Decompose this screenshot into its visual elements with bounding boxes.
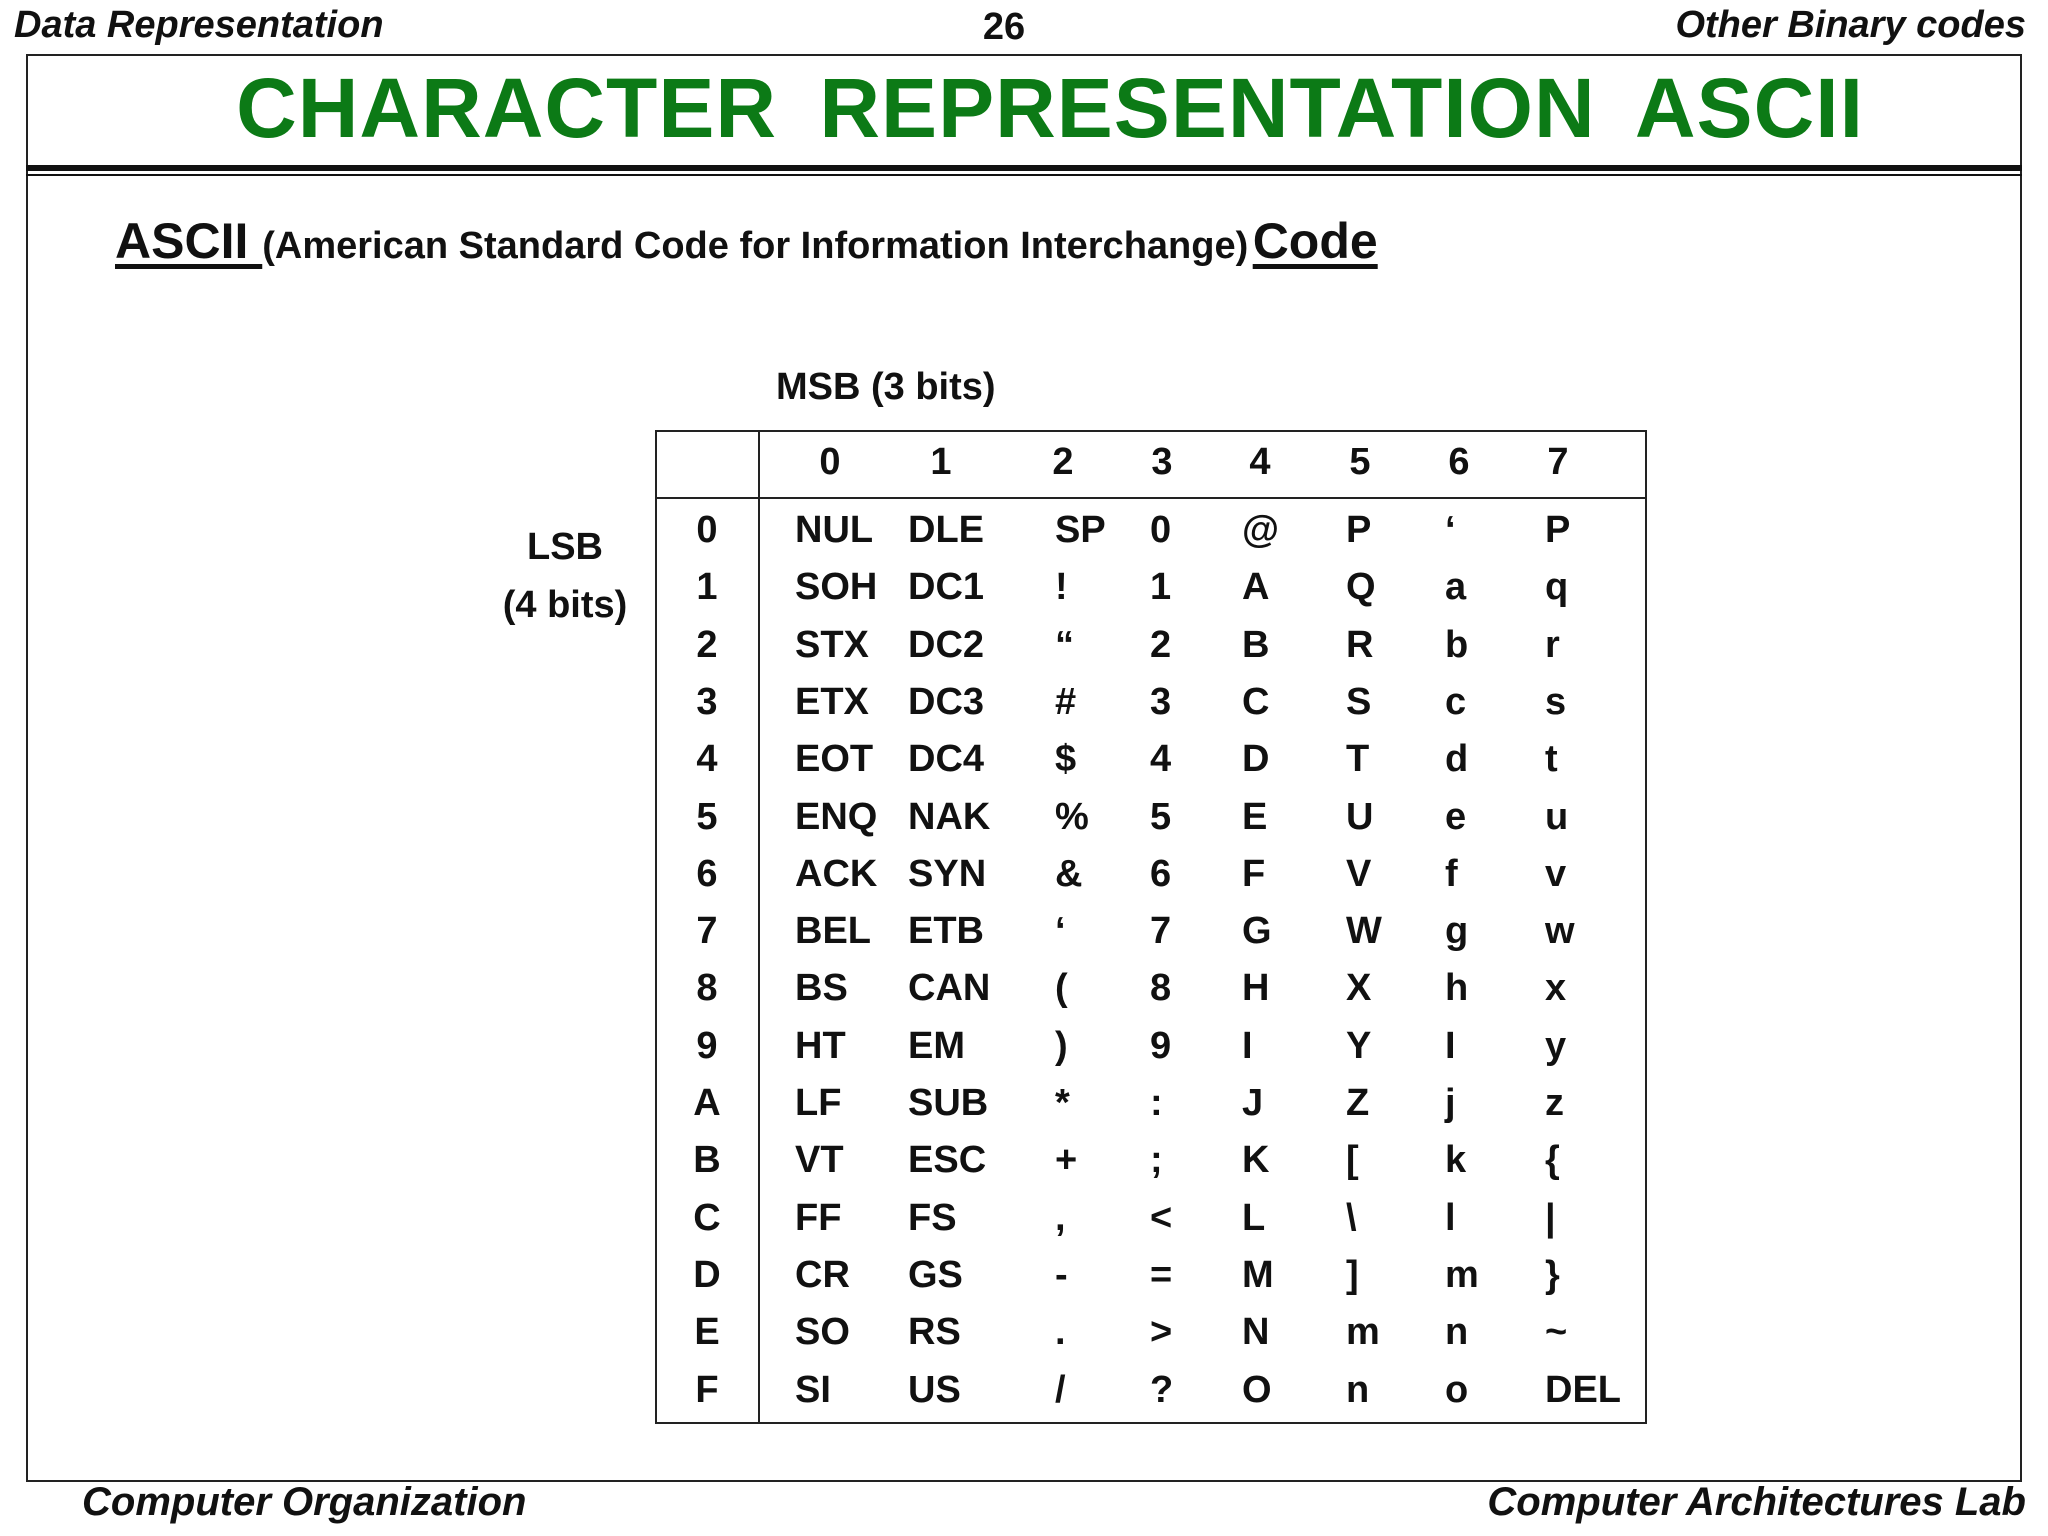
lsb-header-7: 7 <box>696 910 718 953</box>
table-cell: U <box>1346 795 1374 838</box>
table-cell: V <box>1346 852 1372 895</box>
table-cell: n <box>1346 1368 1370 1411</box>
subtitle-code: Code <box>1252 213 1378 269</box>
table-cell: C <box>1242 680 1270 723</box>
table-cell: * <box>1055 1082 1070 1124</box>
table-cell: ( <box>1055 967 1068 1010</box>
header-right-text: Other Binary codes <box>1675 4 2026 46</box>
table-cell: ESC <box>908 1139 987 1182</box>
table-cell: c <box>1445 680 1467 723</box>
table-cell: O <box>1242 1368 1272 1411</box>
table-cell: - <box>1055 1253 1068 1296</box>
table-cell: K <box>1242 1139 1270 1182</box>
table-cell: FF <box>795 1196 842 1239</box>
table-cell: : <box>1150 1082 1163 1124</box>
table-cell: , <box>1055 1196 1066 1239</box>
table-cell: SYN <box>908 852 987 895</box>
table-cell: DLE <box>908 509 984 551</box>
table-cell: o <box>1445 1368 1469 1411</box>
lsb-header-14: E <box>694 1311 720 1354</box>
table-cell: G <box>1242 910 1272 953</box>
lsb-header-11: B <box>693 1139 721 1182</box>
table-cell: e <box>1445 795 1467 838</box>
lsb-header-10: A <box>693 1082 721 1124</box>
subtitle-description: (American Standard Code for Information Interchange) <box>262 225 1249 267</box>
lsb-header-0: 0 <box>696 509 718 551</box>
table-cell: ENQ <box>795 795 878 838</box>
table-cell: ~ <box>1545 1311 1568 1354</box>
lsb-header-4: 4 <box>696 738 718 781</box>
table-cell: R <box>1346 623 1374 666</box>
table-cell: { <box>1545 1139 1560 1182</box>
table-cell: SUB <box>908 1082 989 1124</box>
table-cell: 6 <box>1150 852 1172 895</box>
lsb-header-3: 3 <box>696 680 718 723</box>
table-cell: F <box>1242 852 1266 895</box>
table-cell: \ <box>1346 1196 1357 1239</box>
table-cell: $ <box>1055 738 1077 781</box>
table-cell: 3 <box>1150 680 1172 723</box>
page-number: 26 <box>982 6 1026 48</box>
table-cell: 9 <box>1150 1024 1172 1067</box>
table-cell: [ <box>1346 1139 1359 1182</box>
lsb-header-9: 9 <box>696 1024 718 1067</box>
subtitle-ascii: ASCII <box>115 213 263 269</box>
table-cell: T <box>1346 738 1370 781</box>
table-cell: DC4 <box>908 738 985 781</box>
table-cell: DC3 <box>908 680 985 723</box>
table-horizontal-divider <box>657 497 1645 499</box>
table-cell: B <box>1242 623 1270 666</box>
table-cell: 7 <box>1150 910 1172 953</box>
table-cell: > <box>1150 1311 1173 1354</box>
table-cell: x <box>1545 967 1567 1010</box>
table-cell: DC2 <box>908 623 985 666</box>
table-cell: + <box>1055 1139 1078 1182</box>
table-cell: H <box>1242 967 1270 1010</box>
table-cell: . <box>1055 1311 1066 1354</box>
table-cell: Y <box>1346 1024 1372 1067</box>
lsb-header-12: C <box>693 1196 721 1239</box>
table-cell: NAK <box>908 795 991 838</box>
table-cell: k <box>1445 1139 1467 1182</box>
table-cell: S <box>1346 680 1372 723</box>
table-cell: ) <box>1055 1024 1068 1067</box>
table-cell: ! <box>1055 566 1068 609</box>
title-rule-thick <box>26 165 2022 171</box>
table-cell: q <box>1545 566 1569 609</box>
table-cell: J <box>1242 1082 1264 1124</box>
slide-title: CHARACTER REPRESENTATION ASCII <box>236 61 1864 155</box>
table-cell: a <box>1445 566 1467 609</box>
table-cell: < <box>1150 1196 1173 1239</box>
footer-left-text: Computer Organization <box>82 1480 527 1524</box>
table-cell: L <box>1242 1196 1266 1239</box>
lsb-header-2: 2 <box>696 623 718 666</box>
table-cell: f <box>1445 852 1458 895</box>
table-cell: BEL <box>795 910 871 953</box>
msb-header-2: 2 <box>1052 441 1074 483</box>
msb-header-5: 5 <box>1349 441 1371 483</box>
table-cell: ? <box>1150 1368 1174 1411</box>
table-cell: I <box>1242 1024 1253 1067</box>
lsb-header-5: 5 <box>696 795 718 838</box>
table-cell: t <box>1545 738 1558 781</box>
table-cell: 8 <box>1150 967 1172 1010</box>
table-cell: VT <box>795 1139 844 1182</box>
lsb-label-line2: (4 bits) <box>502 584 628 626</box>
table-cell: & <box>1055 852 1083 895</box>
table-cell: SOH <box>795 566 878 609</box>
table-cell: g <box>1445 910 1469 953</box>
table-cell: 5 <box>1150 795 1172 838</box>
table-cell: z <box>1545 1082 1564 1124</box>
lsb-header-8: 8 <box>696 967 718 1010</box>
msb-header-7: 7 <box>1547 441 1569 483</box>
table-cell: Q <box>1346 566 1376 609</box>
lsb-header-6: 6 <box>696 852 718 895</box>
table-cell: LF <box>795 1082 842 1124</box>
table-cell: “ <box>1055 623 1074 666</box>
table-cell: 4 <box>1150 738 1172 781</box>
table-cell: w <box>1545 910 1575 953</box>
subtitle <box>115 212 1378 270</box>
table-cell: ACK <box>795 852 878 895</box>
lsb-header-13: D <box>693 1253 721 1296</box>
table-cell: # <box>1055 680 1077 723</box>
table-cell: b <box>1445 623 1469 666</box>
table-cell: ; <box>1150 1139 1163 1182</box>
header-left-text: Data Representation <box>14 4 384 46</box>
msb-header-0: 0 <box>819 441 841 483</box>
table-cell: n <box>1445 1311 1469 1354</box>
table-cell: DC1 <box>908 566 985 609</box>
table-cell: 0 <box>1150 509 1172 551</box>
table-cell: h <box>1445 967 1469 1010</box>
title-rule-thin <box>26 174 2022 176</box>
table-cell: CAN <box>908 967 991 1010</box>
msb-header-3: 3 <box>1151 441 1173 483</box>
table-cell: RS <box>908 1311 961 1354</box>
table-cell: j <box>1445 1082 1456 1124</box>
table-cell: ‘ <box>1445 509 1456 551</box>
footer-right-text: Computer Architectures Lab <box>1487 1480 2026 1524</box>
table-cell: DEL <box>1545 1368 1621 1411</box>
table-cell: EOT <box>795 738 874 781</box>
table-cell: US <box>908 1368 961 1411</box>
table-cell: HT <box>795 1024 846 1067</box>
table-cell: u <box>1545 795 1569 838</box>
table-cell: ETB <box>908 910 984 953</box>
table-cell: / <box>1055 1368 1066 1411</box>
table-cell: % <box>1055 795 1089 838</box>
table-cell: A <box>1242 566 1270 609</box>
table-cell: } <box>1545 1253 1560 1296</box>
table-cell: 2 <box>1150 623 1172 666</box>
table-cell: ETX <box>795 680 869 723</box>
msb-header-6: 6 <box>1448 441 1470 483</box>
table-cell: X <box>1346 967 1372 1010</box>
table-cell: y <box>1545 1024 1567 1067</box>
table-cell: P <box>1545 509 1571 551</box>
table-cell: SO <box>795 1311 850 1354</box>
lsb-label <box>480 518 650 634</box>
lsb-label-line1: LSB <box>527 526 603 568</box>
table-cell: ‘ <box>1055 910 1066 953</box>
table-vertical-divider <box>758 432 760 1422</box>
table-cell: Z <box>1346 1082 1370 1124</box>
table-cell: I <box>1445 1024 1456 1067</box>
table-cell: CR <box>795 1253 850 1296</box>
table-cell: P <box>1346 509 1372 551</box>
table-cell: m <box>1346 1311 1380 1354</box>
lsb-header-15: F <box>695 1368 719 1411</box>
table-cell: STX <box>795 623 869 666</box>
table-cell: EM <box>908 1024 965 1067</box>
table-cell: | <box>1545 1196 1556 1239</box>
table-cell: SI <box>795 1368 831 1411</box>
table-cell: v <box>1545 852 1567 895</box>
table-cell: E <box>1242 795 1268 838</box>
table-cell: GS <box>908 1253 963 1296</box>
table-cell: M <box>1242 1253 1274 1296</box>
msb-header-1: 1 <box>930 441 952 483</box>
table-cell: m <box>1445 1253 1479 1296</box>
table-cell: l <box>1445 1196 1456 1239</box>
lsb-header-1: 1 <box>696 566 718 609</box>
msb-label: MSB (3 bits) <box>776 366 996 408</box>
table-cell: r <box>1545 623 1560 666</box>
table-cell: SP <box>1055 509 1106 551</box>
table-cell: D <box>1242 738 1270 781</box>
table-cell: = <box>1150 1253 1173 1296</box>
table-cell: BS <box>795 967 848 1010</box>
table-cell: ] <box>1346 1253 1359 1296</box>
table-cell: d <box>1445 738 1469 781</box>
table-cell: s <box>1545 680 1567 723</box>
table-cell: W <box>1346 910 1382 953</box>
table-cell: @ <box>1242 509 1280 551</box>
table-cell: NUL <box>795 509 874 551</box>
table-cell: 1 <box>1150 566 1172 609</box>
msb-header-4: 4 <box>1249 441 1271 483</box>
table-cell: N <box>1242 1311 1270 1354</box>
table-cell: FS <box>908 1196 957 1239</box>
